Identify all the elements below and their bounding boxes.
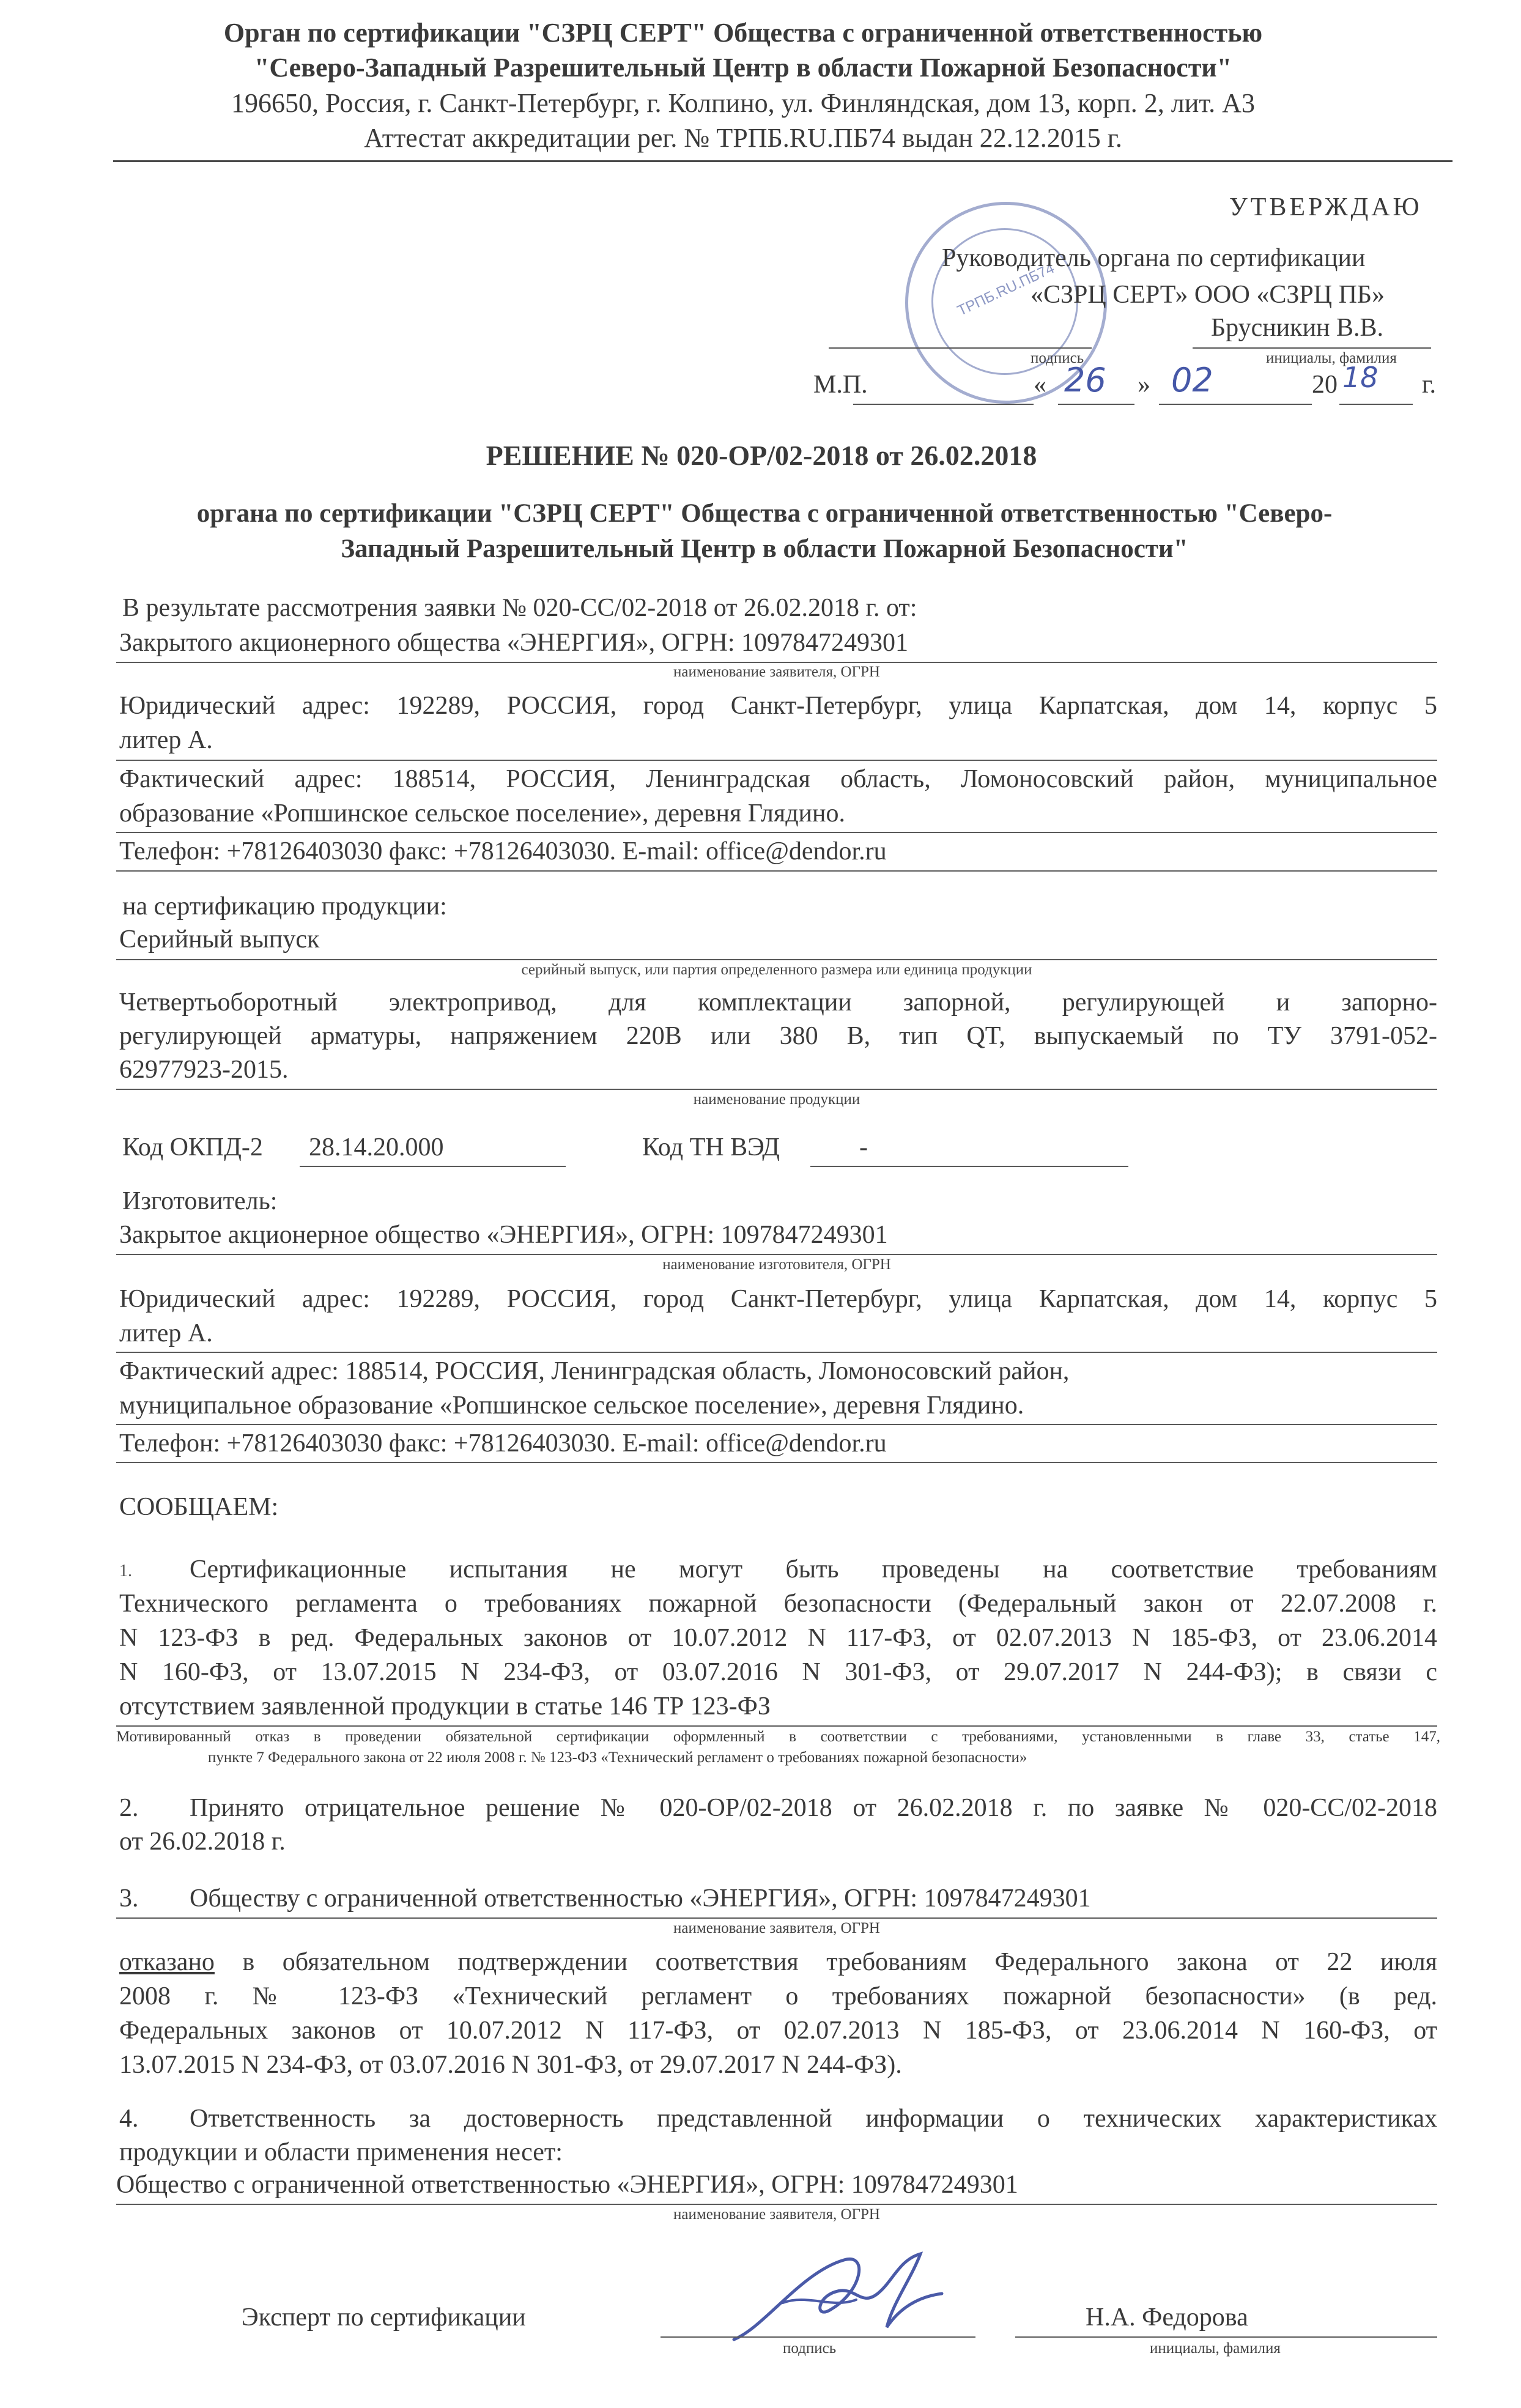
approver-name: Брусникин В.В. bbox=[1211, 314, 1384, 342]
tnved-value: - bbox=[859, 1133, 868, 1161]
subtitle-line1: органа по сертификации "СЗРЦ СЕРТ" Общества с ограниченной ответственностью "Северо- bbox=[196, 499, 1333, 528]
item1-line3: N 123-ФЗ в ред. Федеральных законов от 10.07.2012 N 117-ФЗ, от 02.07.2013 N 185-ФЗ, от 23.06.2014 bbox=[119, 1624, 1437, 1652]
date-month-line bbox=[1159, 404, 1312, 405]
manufacturer-name: Закрытое акционерное общество «ЭНЕРГИЯ», ОГРН: 1097847249301 bbox=[119, 1221, 888, 1249]
item1-line1: Сертификационные испытания не могут быть проведены на соответствие требованиям bbox=[190, 1555, 1437, 1584]
date-quote-open: « bbox=[1034, 371, 1046, 399]
date-year-suffix: 18 bbox=[1342, 361, 1379, 394]
manufacturer-name-rule bbox=[116, 1254, 1437, 1255]
item2-number: 2. bbox=[119, 1794, 139, 1822]
header-divider bbox=[113, 160, 1453, 162]
item3-name-rule bbox=[116, 1917, 1437, 1919]
seal-line bbox=[853, 404, 1034, 405]
approver-position-line2: «СЗРЦ СЕРТ» ООО «СЗРЦ ПБ» bbox=[1031, 281, 1385, 309]
header-org-line2: "Северо-Западный Разрешительный Центр в области Пожарной Безопасности" bbox=[254, 53, 1232, 83]
applicant-name-caption: наименование заявителя, ОГРН bbox=[673, 664, 880, 680]
expert-signature bbox=[709, 2236, 966, 2358]
okpd-value: 28.14.20.000 bbox=[309, 1133, 444, 1161]
item4-name: Общество с ограниченной ответственностью «ЭНЕРГИЯ», ОГРН: 1097847249301 bbox=[116, 2171, 1018, 2199]
product-release-rule bbox=[116, 959, 1437, 960]
applicant-legal-address-line2: литер А. bbox=[119, 726, 213, 754]
item3-line1-rest: в обязательном подтверждении соответствия требованиям Федерального закона от 22 июля bbox=[214, 1948, 1437, 1976]
product-release-caption: серийный выпуск, или партия определенного размера или единица продукции bbox=[521, 961, 1032, 978]
date-day-line bbox=[1058, 404, 1134, 405]
applicant-actual-address-line2: образование «Ропшинское сельское поселение», деревня Глядино. bbox=[119, 799, 846, 828]
manufacturer-name-caption: наименование изготовителя, ОГРН bbox=[662, 1256, 891, 1273]
date-quote-close: » bbox=[1138, 371, 1150, 399]
manufacturer-legal-address-line2: литер А. bbox=[119, 1319, 213, 1347]
manufacturer-actual-address-line1: Фактический адрес: 188514, РОССИЯ, Ленинградская область, Ломоносовский район, bbox=[119, 1357, 1070, 1385]
date-day: 26 bbox=[1064, 361, 1106, 399]
header-address: 196650, Россия, г. Санкт-Петербург, г. Колпино, ул. Финляндская, дом 13, корп. 2, лит. А3 bbox=[231, 88, 1255, 118]
header-org-line1: Орган по сертификации "СЗРЦ СЕРТ" Общества с ограниченной ответственностью bbox=[223, 18, 1263, 48]
approver-signature-caption: подпись bbox=[1031, 350, 1084, 366]
approve-label: УТВЕРЖДАЮ bbox=[1229, 193, 1423, 221]
applicant-actual-rule bbox=[116, 832, 1437, 833]
item1-line2: Технического регламента о требованиях пожарной безопасности (Федеральный закон от 22.07.2008 г. bbox=[119, 1590, 1437, 1618]
expert-signature-caption: подпись bbox=[783, 2340, 837, 2357]
applicant-phone-rule bbox=[116, 870, 1437, 872]
applicant-actual-address-line1: Фактический адрес: 188514, РОССИЯ, Ленинградская область, Ломоносовский район, муниципальное bbox=[119, 765, 1437, 793]
expert-initials-caption: инициалы, фамилия bbox=[1150, 2340, 1281, 2357]
manufacturer-label: Изготовитель: bbox=[122, 1187, 278, 1215]
seal-label: М.П. bbox=[813, 371, 868, 399]
expert-label: Эксперт по сертификации bbox=[242, 2303, 526, 2332]
approver-initials-caption: инициалы, фамилия bbox=[1266, 350, 1397, 366]
applicant-name-rule bbox=[116, 662, 1437, 663]
header-accreditation: Аттестат аккредитации рег. № ТРПБ.RU.ПБ74 выдан 22.12.2015 г. bbox=[364, 123, 1122, 153]
item4-line2: продукции и области применения несет: bbox=[119, 2138, 563, 2166]
product-release: Серийный выпуск bbox=[119, 925, 320, 954]
item1-note-line2: пункте 7 Федерального закона от 22 июля 2008 г. № 123-ФЗ «Технический регламент о требованиях пожарной безопасности» bbox=[208, 1749, 1027, 1766]
manufacturer-legal-rule bbox=[116, 1352, 1437, 1353]
expert-signature-line bbox=[661, 2336, 975, 2338]
approver-initials-line bbox=[1193, 347, 1431, 349]
item4-name-caption: наименование заявителя, ОГРН bbox=[673, 2206, 880, 2223]
document-title: РЕШЕНИЕ № 020-ОР/02-2018 от 26.02.2018 bbox=[486, 440, 1037, 471]
item1-note-line1: Мотивированный отказ в проведении обязательной сертификации оформленный в соответствии с требованиями, установленными в главе 33, статье 147, bbox=[116, 1728, 1440, 1745]
okpd-label: Код ОКПД-2 bbox=[122, 1133, 263, 1161]
item1-line5: отсутствием заявленной продукции в статье 146 ТР 123-ФЗ bbox=[119, 1692, 771, 1721]
item3-name: Обществу с ограниченной ответственностью «ЭНЕРГИЯ», ОГРН: 1097847249301 bbox=[190, 1884, 1091, 1913]
item2-line2: от 26.02.2018 г. bbox=[119, 1828, 286, 1856]
item3-line2: 2008 г. № 123-ФЗ «Технический регламент о требованиях пожарной безопасности» (в ред. bbox=[119, 1982, 1437, 2010]
application-intro: В результате рассмотрения заявки № 020-СС/02-2018 от 26.02.2018 г. от: bbox=[122, 594, 917, 622]
okpd-value-rule bbox=[300, 1166, 566, 1167]
item1-line4: N 160-ФЗ, от 13.07.2015 N 234-ФЗ, от 03.07.2016 N 301-ФЗ, от 29.07.2017 N 244-ФЗ); в связи с bbox=[119, 1658, 1437, 1686]
product-description-caption: наименование продукции bbox=[693, 1091, 860, 1108]
manufacturer-phone: Телефон: +78126403030 факс: +78126403030. E-mail: office@dendor.ru bbox=[119, 1429, 887, 1458]
applicant-legal-rule bbox=[116, 760, 1437, 761]
item3-number: 3. bbox=[119, 1884, 139, 1913]
item1-rule bbox=[116, 1725, 1437, 1727]
item3-line4: 13.07.2015 N 234-ФЗ, от 03.07.2016 N 301-ФЗ, от 29.07.2017 N 244-ФЗ). bbox=[119, 2051, 902, 2079]
expert-name-line bbox=[1015, 2336, 1437, 2338]
manufacturer-legal-address-line1: Юридический адрес: 192289, РОССИЯ, город Санкт-Петербург, улица Карпатская, дом 14, корпус 5 bbox=[119, 1285, 1437, 1313]
product-intro: на сертификацию продукции: bbox=[122, 892, 447, 921]
date-month: 02 bbox=[1171, 361, 1213, 399]
tnved-label: Код ТН ВЭД bbox=[642, 1133, 780, 1161]
seal-lettering: ТРПБ.RU.ПБ74 bbox=[955, 260, 1057, 319]
product-description-line2: регулирующей арматуры, напряжением 220В или 380 В, тип QT, выпускаемый по ТУ 3791-052- bbox=[119, 1022, 1437, 1050]
applicant-phone: Телефон: +78126403030 факс: +78126403030. E-mail: office@dendor.ru bbox=[119, 837, 887, 865]
product-description-line1: Четвертьоборотный электропривод, для комплектации запорной, регулирующей и запорно- bbox=[119, 988, 1437, 1017]
date-year-prefix: 20 bbox=[1312, 371, 1338, 399]
tnved-value-rule bbox=[810, 1166, 1128, 1167]
item3-line3: Федеральных законов от 10.07.2012 N 117-ФЗ, от 02.07.2013 N 185-ФЗ, от 23.06.2014 N 160-ФЗ, от bbox=[119, 2017, 1437, 2045]
manufacturer-actual-address-line2: муниципальное образование «Ропшинское сельское поселение», деревня Глядино. bbox=[119, 1391, 1024, 1420]
applicant-legal-address-line1: Юридический адрес: 192289, РОССИЯ, город Санкт-Петербург, улица Карпатская, дом 14, корпус 5 bbox=[119, 692, 1437, 720]
approver-position-line1: Руководитель органа по сертификации bbox=[942, 244, 1366, 272]
subtitle-line2: Западный Разрешительный Центр в области Пожарной Безопасности" bbox=[341, 535, 1188, 563]
approver-signature-line bbox=[829, 347, 1092, 349]
item3-line1 bbox=[119, 1947, 1437, 1977]
manufacturer-actual-rule bbox=[116, 1424, 1437, 1425]
item4-line1: Ответственность за достоверность представленной информации о технических характеристиках bbox=[190, 2105, 1437, 2133]
product-description-line3: 62977923-2015. bbox=[119, 1056, 289, 1084]
date-year-line bbox=[1339, 404, 1413, 405]
date-year-mark: г. bbox=[1422, 371, 1436, 399]
item3-refused-word: отказано bbox=[119, 1948, 215, 1976]
item4-name-rule bbox=[116, 2204, 1437, 2205]
notify-heading: СООБЩАЕМ: bbox=[119, 1493, 279, 1521]
product-description-rule bbox=[116, 1089, 1437, 1090]
manufacturer-phone-rule bbox=[116, 1462, 1437, 1463]
item3-name-caption: наименование заявителя, ОГРН bbox=[673, 1920, 880, 1936]
item4-number: 4. bbox=[119, 2105, 139, 2133]
applicant-name: Закрытого акционерного общества «ЭНЕРГИЯ», ОГРН: 1097847249301 bbox=[119, 629, 909, 657]
expert-name: Н.А. Федорова bbox=[1086, 2303, 1248, 2332]
item2-line1: Принято отрицательное решение № 020-ОР/02-2018 от 26.02.2018 г. по заявке № 020-СС/02-2018 bbox=[190, 1794, 1437, 1822]
item1-number: 1. bbox=[119, 1561, 132, 1580]
